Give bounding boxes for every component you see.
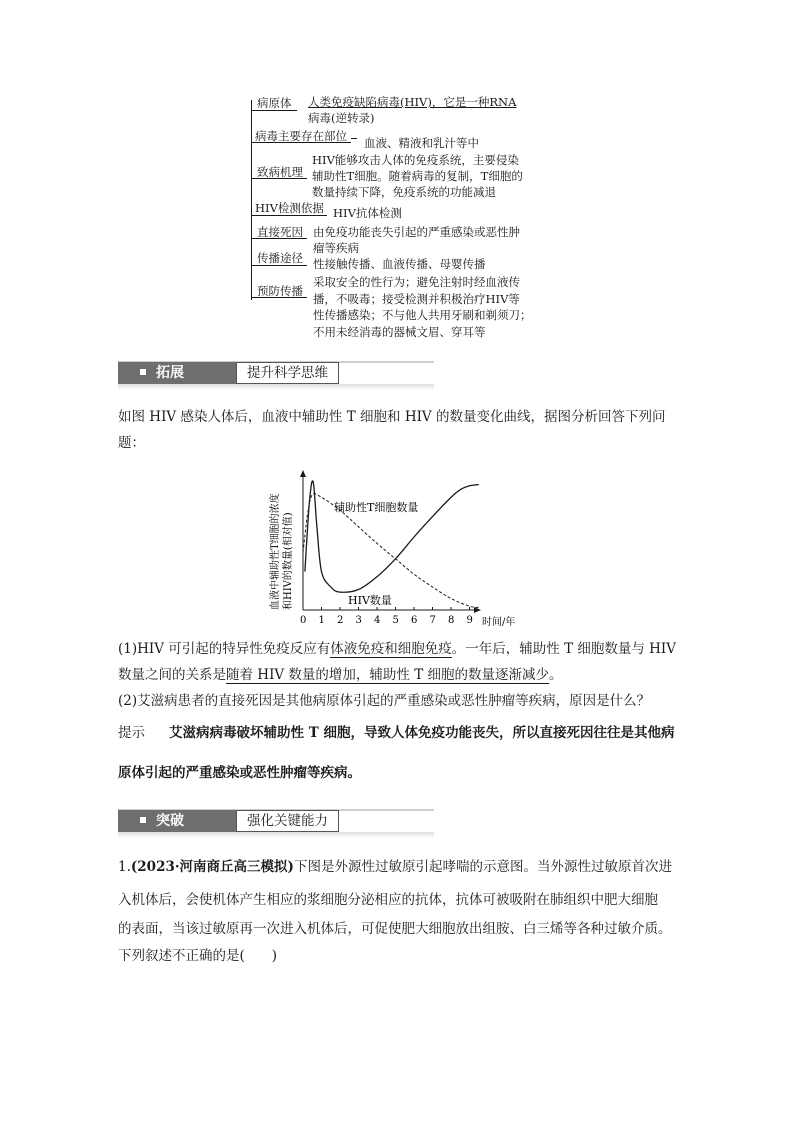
concept-map-label: 直接死因: [257, 225, 303, 239]
section-title-box: [236, 810, 339, 832]
q1-suffix: 。: [549, 667, 563, 683]
series-hiv-label: HIV数量: [348, 594, 392, 607]
question1-number: 1.: [118, 859, 131, 875]
concept-map-content: 人类免疫缺陷病毒(HIV)，它是一种RNA: [308, 95, 517, 109]
hint-label: 提示: [118, 725, 145, 741]
concept-map-label: 病毒主要存在部位: [255, 129, 347, 143]
bullet-icon: [140, 369, 146, 375]
series-hiv-line: [305, 481, 479, 592]
y-axis-label-line2: 和HIV的数量(相对值): [283, 512, 294, 610]
section-tag-label: 突破: [156, 813, 184, 829]
y-axis-label: [268, 493, 294, 610]
x-tick-label: 3: [355, 615, 362, 626]
arrow-icon: [351, 138, 357, 139]
hint-line1: [118, 724, 674, 742]
q1-prefix: (1)HIV 可引起的特异性免疫反应有: [118, 641, 331, 657]
question1-line1: [118, 858, 672, 876]
x-tick-label: 7: [429, 615, 436, 626]
y-axis-label-line1: 血液中辅助性T细胞的浓度: [270, 493, 281, 610]
question1-source: (2023·河南商丘高三模拟): [130, 859, 294, 875]
q1-answer1: 体液免疫和细胞免疫: [330, 641, 452, 657]
q1-line1: [118, 640, 676, 658]
section-title: 强化关键能力: [247, 813, 328, 829]
x-tick-label: 4: [374, 615, 381, 626]
x-tick-label: 5: [392, 615, 399, 626]
section-header-shadow: [118, 384, 434, 390]
series-t-cell-label: 辅助性T细胞数量: [334, 501, 419, 514]
concept-map-content: 辅助性T细胞。随着病毒的复制，T细胞的: [312, 169, 523, 183]
question1-line: 下列叙述不正确的是( ): [118, 948, 278, 964]
concept-map-content: 瘤等疾病: [313, 241, 359, 255]
q1-middle: 。一年后，辅助性 T 细胞数量与 HIV: [451, 641, 677, 657]
concept-map-content: 由免疫功能丧失引起的严重感染或恶性肿: [313, 225, 520, 239]
concept-map-label: 传播途径: [257, 251, 303, 265]
section-tag: [118, 362, 236, 384]
x-axis-arrow-icon: [474, 607, 481, 613]
question1-line: 入机体后，会使机体产生相应的浆细胞分泌相应的抗体，抗体可被吸附在肺组织中肥大细胞: [118, 892, 658, 908]
bullet-icon: [140, 817, 146, 823]
x-tick-label: 1: [318, 615, 325, 626]
section-title-box: [236, 362, 339, 384]
concept-map-content: 采取安全的性行为；避免注射时经血液传: [313, 275, 520, 289]
q2-text: (2)艾滋病患者的直接死因是其他病原体引起的严重感染或恶性肿瘤等疾病，原因是什么？: [118, 693, 651, 709]
concept-map-content: 病毒(逆转录): [308, 111, 375, 125]
intro-line: 题：: [118, 435, 145, 451]
concept-map-content: HIV能够攻击人体的免疫系统，主要侵染: [312, 153, 519, 167]
concept-map-content: 数量持续下降，免疫系统的功能减退: [312, 185, 496, 199]
concept-map-content: 播，不吸毒；接受检测并积极治疗HIV等: [313, 292, 520, 306]
q1-answer2: 随着 HIV 数量的增加，辅助性 T 细胞的数量逐渐减少: [226, 667, 550, 683]
q1-line2-prefix: 数量之间的关系是: [118, 667, 226, 683]
x-tick-label: 8: [448, 615, 455, 626]
q1-line2: [118, 666, 563, 684]
concept-map-content: HIV抗体检测: [333, 206, 402, 220]
x-tick-label: 9: [466, 615, 473, 626]
question1-line: 的表面，当该过敏原再一次进入机体后，可促使肥大细胞放出组胺、白三烯等各种过敏介质。: [118, 921, 672, 937]
hint-text-1: 艾滋病病毒破坏辅助性 T 细胞，导致人体免疫功能丧失，所以直接死因往往是其他病: [169, 725, 675, 741]
question1-text: 下图是外源性过敏原引起哮喘的示意图。当外源性过敏原首次进: [293, 859, 672, 875]
x-tick-label: 6: [411, 615, 418, 626]
concept-map-content: 血液、精液和乳汁等中: [364, 136, 479, 150]
concept-map-label: 预防传播: [257, 284, 303, 298]
section-title: 提升科学思维: [247, 365, 328, 381]
section-header-shadow: [118, 832, 434, 838]
section-tag-label: 拓展: [156, 365, 184, 381]
concept-map-label: 病原体: [257, 96, 292, 110]
hint-line2: 原体引起的严重感染或恶性肿瘤等疾病。: [118, 765, 361, 781]
intro-line: 如图 HIV 感染人体后，血液中辅助性 T 细胞和 HIV 的数量变化曲线，据图分析回答下列问: [118, 409, 666, 425]
x-tick-label: 2: [337, 615, 344, 626]
y-axis-arrow-icon: [300, 470, 306, 477]
concept-map-content: 不用未经消毒的器械文眉、穿耳等: [313, 325, 486, 339]
hiv-chart: [262, 460, 516, 630]
concept-map-label: 致病机理: [257, 165, 303, 179]
concept-map-label: HIV检测依据: [255, 201, 324, 215]
section-tag: [118, 810, 236, 832]
x-tick-label: 0: [300, 615, 307, 626]
x-axis-label: 时间/年: [482, 617, 516, 628]
concept-map-content: 性接触传播、血液传播、母婴传播: [313, 257, 486, 271]
concept-map-content: 性传播感染；不与他人共用牙刷和剃须刀；: [313, 308, 532, 322]
